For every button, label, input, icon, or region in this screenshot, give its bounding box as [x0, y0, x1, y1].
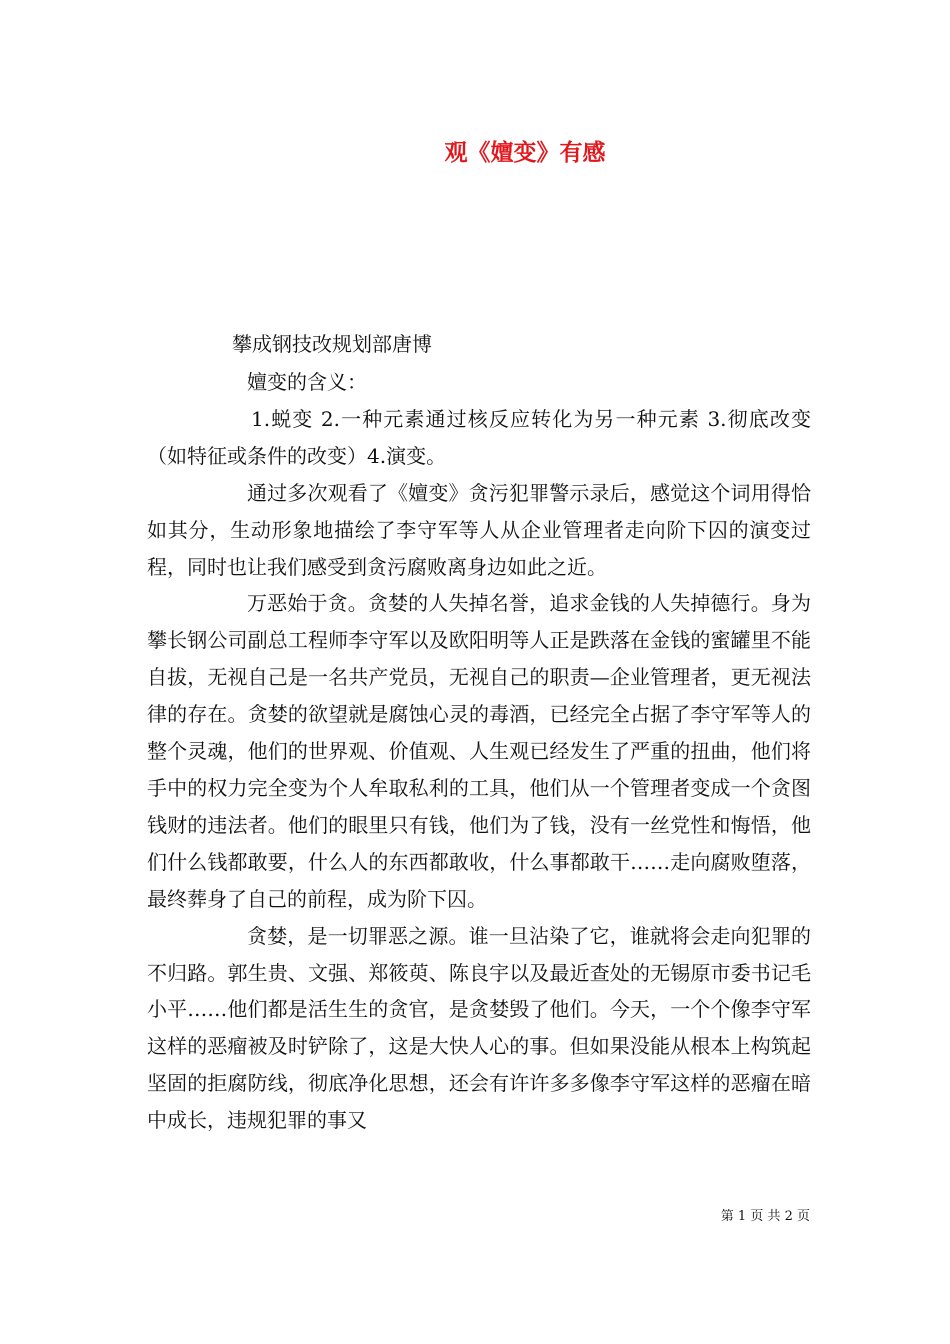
- document-body: [147, 364, 811, 1139]
- paragraph-definition-heading: 嬗变的含义：: [247, 370, 367, 394]
- author-line: 攀成钢技改规划部唐博: [232, 332, 432, 356]
- paragraph-greed-origin: 万恶始于贪。贪婪的人失掉名誉，追求金钱的人失掉德行。身为攀长钢公司副总工程师李守军以及欧阳明等人正是跌落在金钱的蜜罐里不能自拔，无视自己是一名共产党员，无视自己的职责—企业管理者，更无视法律的存在。贪婪的欲望就是腐蚀心灵的毒酒，已经完全占据了李守军等人的整个灵魂，他们的世界观、价值观、人生观已经发生了严重的扭曲，他们将手中的权力完全变为个人牟取私利的工具，他们从一个管理者变成一个贪图钱财的违法者。他们的眼里只有钱，他们为了钱，没有一丝党性和悔悟，他们什么钱都敢要，什么人的东西都敢收，什么事都敢干……走向腐败堕落，最终葬身了自己的前程，成为阶下囚。: [147, 591, 811, 911]
- paragraph-definition-list: 1.蜕变 2.一种元素通过核反应转化为另一种元素 3.彻底改变（如特征或条件的改变）4.演变。: [147, 406, 811, 468]
- document-title: 观《嬗变》有感: [444, 139, 606, 166]
- paragraph-intro: 通过多次观看了《嬗变》贪污犯罪警示录后，感觉这个词用得恰如其分，生动形象地描绘了李守军等人从企业管理者走向阶下囚的演变过程，同时也让我们感受到贪污腐败离身边如此之近。: [147, 480, 811, 579]
- paragraph-greed-root: 贪婪，是一切罪恶之源。谁一旦沾染了它，谁就将会走向犯罪的不归路。郭生贵、文强、郑筱萸、陈良宇以及最近查处的无锡原市委书记毛小平……他们都是活生生的贪官，是贪婪毁了他们。今天，一个个像李守军这样的恶瘤被及时铲除了，这是大快人心的事。但如果没能从根本上构筑起坚固的拒腐防线，彻底净化思想，还会有许许多多像李守军这样的恶瘤在暗中成长，违规犯罪的事又: [147, 923, 811, 1133]
- page-footer: 第 1 页 共 2 页: [720, 1209, 810, 1224]
